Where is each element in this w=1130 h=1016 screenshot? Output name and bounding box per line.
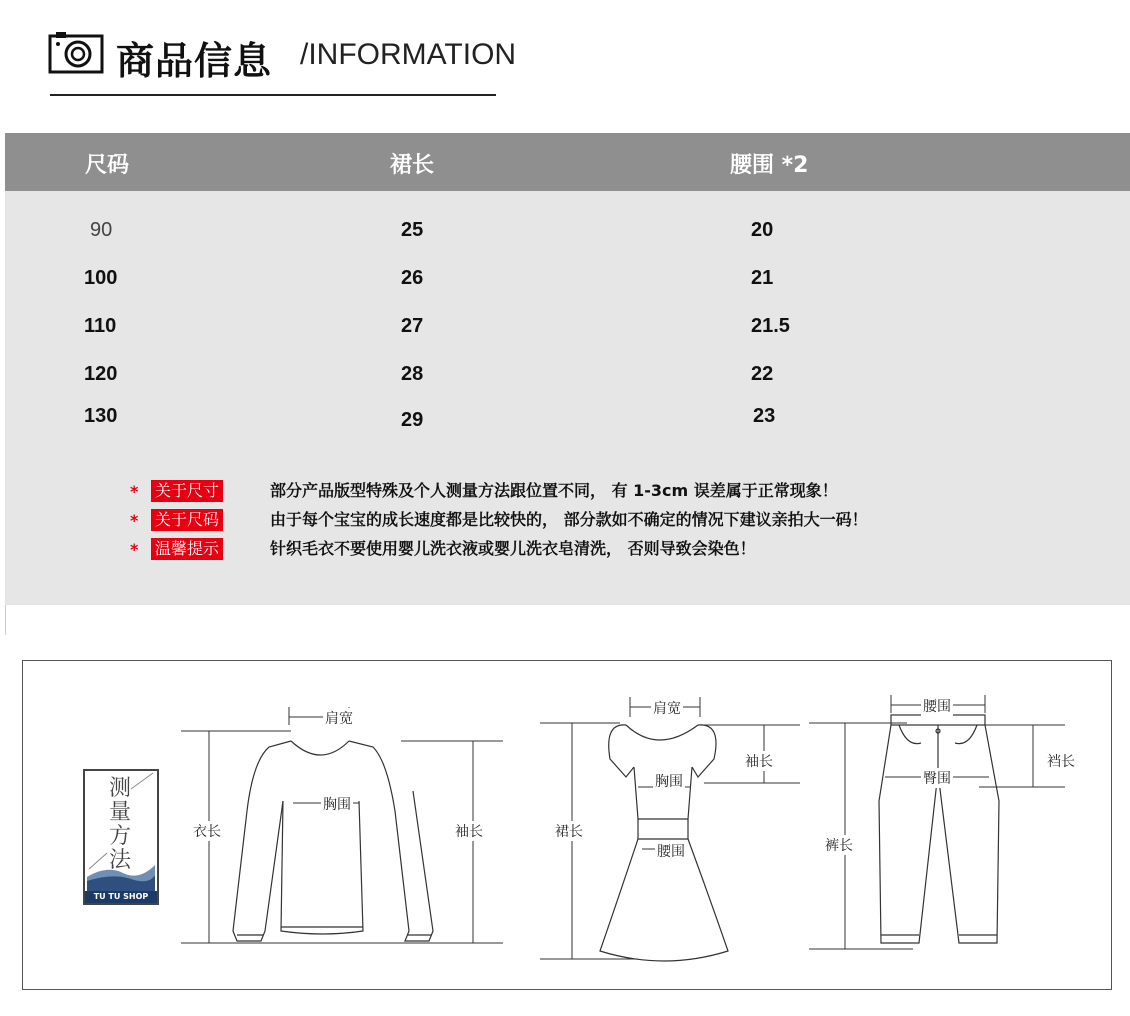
table-cell: 100 [84, 267, 118, 289]
method-char: 量 [108, 800, 131, 825]
method-label [108, 777, 132, 873]
shirt-chest-label: 胸围 [321, 794, 353, 814]
note-tag: 温馨提示 [151, 538, 223, 560]
table-cell: 130 [84, 405, 118, 427]
col-header-waist: 腰围 *2 [730, 153, 809, 178]
note-item [5, 509, 1130, 533]
method-char: 方 [108, 824, 131, 849]
note-star: * [130, 540, 139, 559]
size-table [5, 133, 1130, 605]
note-tag: 关于尺寸 [151, 480, 223, 502]
note-text: 针织毛衣不要使用婴儿洗衣液或婴儿洗衣皂清洗， 否则导致会染色！ [270, 539, 756, 558]
note-item [5, 480, 1130, 504]
page-subtitle: /INFORMATION [300, 38, 517, 71]
dress-shoulder-label: 肩宽 [651, 698, 683, 718]
col-header-size: 尺码 [85, 153, 130, 178]
method-char: 法 [108, 848, 131, 873]
method-char: 测 [108, 776, 131, 801]
dress-waist-label: 腰围 [655, 841, 687, 861]
note-text: 部分产品版型特殊及个人测量方法跟位置不同， 有 1-3cm 误差属于正常现象！ [270, 481, 838, 500]
note-item [5, 538, 1130, 562]
note-text: 由于每个宝宝的成长速度都是比较快的， 部分款如不确定的情况下建议亲拍大一码！ [270, 510, 868, 529]
table-cell: 120 [84, 363, 118, 385]
pants-length-label: 裤长 [823, 835, 855, 855]
table-cell: 21.5 [751, 315, 790, 337]
table-cell: 110 [84, 315, 117, 337]
divider [5, 605, 6, 635]
dress-length-label: 裙长 [553, 821, 585, 841]
pants-hip-label: 臀围 [921, 768, 953, 788]
note-star: * [130, 482, 139, 501]
camera-icon [48, 30, 104, 74]
dress-sleeve-label: 袖长 [743, 751, 775, 771]
table-header [5, 133, 1130, 191]
table-cell: 29 [401, 409, 424, 431]
table-cell: 21 [751, 267, 774, 289]
shirt-shoulder-label: 肩宽 [323, 708, 355, 728]
table-cell: 20 [751, 219, 774, 241]
col-header-skirt-length: 裙长 [390, 153, 435, 178]
table-cell: 90 [90, 219, 113, 241]
table-cell: 23 [753, 405, 776, 427]
table-cell: 26 [401, 267, 424, 289]
shop-label: TU TU SHOP [93, 892, 149, 901]
note-tag: 关于尺码 [151, 509, 223, 531]
title-underline [50, 94, 496, 96]
table-cell: 27 [401, 315, 424, 337]
pants-waist-label: 腰围 [921, 696, 953, 716]
table-cell: 25 [401, 219, 424, 241]
table-cell: 22 [751, 363, 774, 385]
pants-rise-label: 裆长 [1045, 751, 1077, 771]
measurement-diagram [22, 660, 1112, 990]
page-title: 商品信息 [116, 38, 273, 83]
table-cell: 28 [401, 363, 424, 385]
note-star: * [130, 511, 139, 530]
shirt-sleeve-label: 袖长 [453, 821, 485, 841]
section-header [0, 0, 1130, 130]
dress-chest-label: 胸围 [653, 771, 685, 791]
shirt-length-label: 衣长 [191, 821, 223, 841]
